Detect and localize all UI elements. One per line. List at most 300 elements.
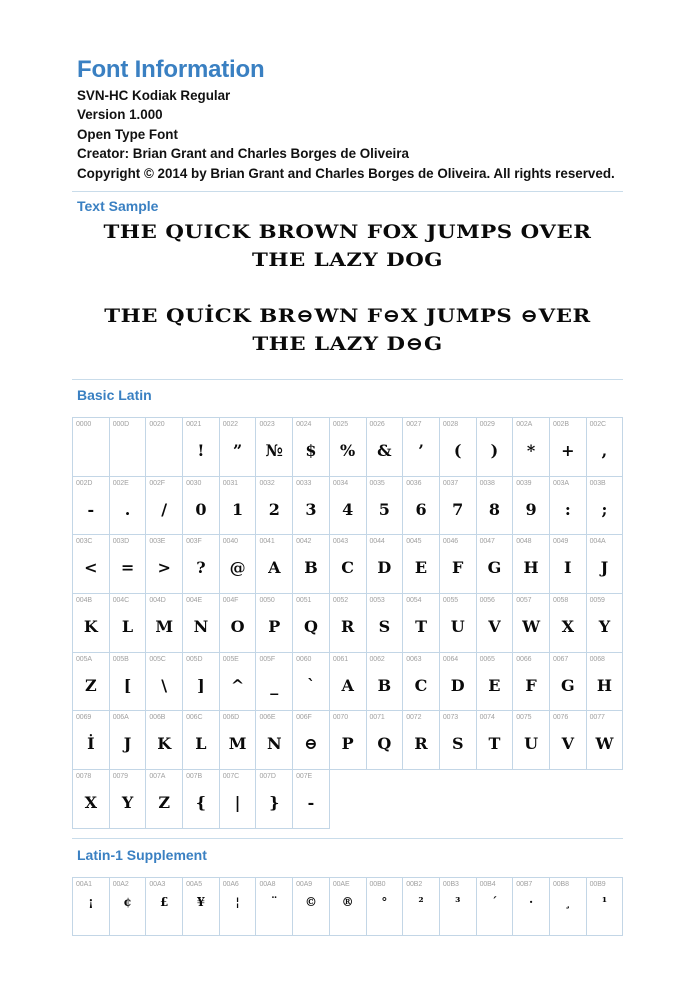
- glyph-cell: [587, 878, 624, 936]
- glyph-char: ⊖: [304, 734, 318, 754]
- glyph-char: R: [341, 617, 355, 637]
- glyph-codepoint: 0067: [552, 655, 569, 663]
- glyph-cell: [440, 653, 477, 712]
- glyph-codepoint: 0072: [406, 714, 422, 722]
- glyph-codepoint: 0049: [552, 538, 569, 546]
- glyph-char: .: [124, 499, 131, 519]
- glyph-codepoint: 0043: [332, 538, 348, 546]
- glyph-char: H: [596, 675, 613, 695]
- glyph-char: &: [377, 441, 392, 460]
- glyph-cell: [183, 711, 220, 770]
- glyph-char: |: [234, 793, 241, 813]
- section-title-basic-latin: Basic Latin: [77, 387, 152, 403]
- glyph-codepoint: 00A3: [149, 881, 166, 888]
- glyph-char: ¢: [123, 895, 132, 909]
- sample-line: THE QUİCK BR⊖WN F⊖X JUMPS ⊖VER: [104, 305, 591, 327]
- glyph-codepoint: 0041: [259, 538, 275, 546]
- glyph-char: $: [305, 441, 317, 460]
- glyph-char: L: [121, 617, 134, 637]
- glyph-char: ¸: [564, 895, 571, 909]
- glyph-codepoint: 0066: [516, 655, 532, 663]
- glyph-char: T: [488, 734, 501, 754]
- glyph-char: X: [561, 617, 574, 637]
- glyph-char: ”: [232, 441, 243, 460]
- glyph-codepoint: 0060: [296, 655, 312, 663]
- glyph-cell: [293, 418, 330, 477]
- glyph-char: V: [488, 617, 501, 637]
- glyph-codepoint: 005A: [76, 655, 92, 663]
- glyph-codepoint: 0052: [332, 597, 348, 605]
- glyph-char: C: [341, 558, 355, 578]
- glyph-char: +: [561, 441, 575, 460]
- glyph-char: ²: [418, 895, 424, 909]
- glyph-cell: [256, 594, 293, 653]
- glyph-codepoint: 00B8: [552, 881, 569, 888]
- glyph-cell: [477, 711, 514, 770]
- glyph-char: V: [561, 734, 574, 754]
- glyph-codepoint: 007E: [296, 773, 313, 781]
- glyph-row: [73, 477, 623, 536]
- glyph-char: ,: [601, 441, 608, 460]
- glyph-cell: [403, 653, 440, 712]
- glyph-char: `: [306, 675, 315, 695]
- glyph-codepoint: 003A: [552, 479, 569, 487]
- glyph-char: P: [341, 734, 354, 754]
- glyph-cell: [477, 878, 514, 936]
- glyph-row: [73, 418, 623, 477]
- glyph-codepoint: 0020: [149, 421, 165, 428]
- glyph-char: ¥: [196, 895, 206, 909]
- glyph-codepoint: 003B: [589, 479, 606, 487]
- glyph-char: >: [157, 558, 171, 578]
- glyph-cell: [256, 477, 293, 536]
- glyph-codepoint: 0047: [479, 538, 495, 546]
- glyph-cell: [550, 711, 587, 770]
- glyph-codepoint: 0068: [589, 655, 605, 663]
- glyph-row: [73, 770, 623, 829]
- glyph-codepoint: 0050: [259, 597, 275, 605]
- glyph-codepoint: 0061: [332, 655, 348, 663]
- glyph-cell: [183, 878, 220, 936]
- glyph-char: U: [450, 617, 465, 637]
- glyph-codepoint: 0055: [442, 597, 459, 605]
- glyph-char: Y: [598, 617, 611, 637]
- glyph-codepoint: 0040: [222, 538, 238, 546]
- glyph-cell: [367, 653, 404, 712]
- glyph-cell: [220, 770, 257, 829]
- glyph-cell: [73, 535, 110, 594]
- page-title: Font Information: [77, 56, 265, 83]
- glyph-codepoint: 007C: [222, 773, 240, 781]
- glyph-char: <: [84, 558, 98, 578]
- glyph-char: B: [304, 558, 318, 578]
- glyph-char: \: [161, 675, 168, 695]
- glyph-cell: [256, 878, 293, 936]
- glyph-cell: [513, 878, 550, 936]
- glyph-char: =: [120, 558, 135, 578]
- glyph-codepoint: 0048: [516, 538, 532, 546]
- glyph-codepoint: 0029: [479, 421, 495, 428]
- glyph-cell: [330, 878, 367, 936]
- glyph-codepoint: 004C: [112, 597, 130, 605]
- glyph-codepoint: 0044: [369, 538, 385, 546]
- glyph-codepoint: 006C: [186, 714, 203, 722]
- glyph-codepoint: 004E: [186, 597, 203, 605]
- glyph-codepoint: 0042: [296, 538, 312, 546]
- glyph-char: -: [307, 793, 315, 813]
- glyph-codepoint: 0026: [369, 421, 385, 428]
- glyph-codepoint: 002E: [112, 479, 129, 487]
- glyph-char: G: [560, 675, 575, 695]
- glyph-cell: [110, 878, 147, 936]
- glyph-codepoint: 006A: [112, 714, 129, 722]
- glyph-cell: [73, 878, 110, 936]
- glyph-codepoint: 0032: [259, 479, 275, 487]
- glyph-cell: [146, 418, 183, 477]
- divider: [72, 379, 623, 380]
- glyph-char: M: [228, 734, 247, 754]
- glyph-char: D: [450, 675, 465, 695]
- glyph-char: №: [265, 441, 283, 460]
- glyph-cell: [367, 477, 404, 536]
- glyph-codepoint: 0058: [552, 597, 569, 605]
- glyph-cell: [146, 594, 183, 653]
- glyph-char: %: [340, 441, 356, 460]
- glyph-char: J: [123, 734, 132, 754]
- glyph-cell: [440, 418, 477, 477]
- glyph-char: Z: [85, 675, 97, 695]
- glyph-char: M: [155, 617, 174, 637]
- glyph-cell: [367, 594, 404, 653]
- glyph-char: ©: [304, 895, 317, 909]
- glyph-char: I: [564, 558, 572, 578]
- glyph-char: R: [414, 734, 428, 754]
- glyph-cell: [73, 711, 110, 770]
- glyph-char: @: [229, 558, 246, 578]
- glyph-cell: [110, 653, 147, 712]
- glyph-cell: [256, 770, 293, 829]
- glyph-cell: [330, 535, 367, 594]
- glyph-cell: [477, 477, 514, 536]
- glyph-cell: [587, 711, 624, 770]
- glyph-cell: [220, 477, 257, 536]
- glyph-codepoint: 00B2: [406, 881, 423, 888]
- glyph-row: [73, 594, 623, 653]
- glyph-cell: [183, 477, 220, 536]
- glyph-cell: [110, 418, 147, 477]
- glyph-char: Y: [121, 793, 134, 813]
- glyph-char: *: [526, 441, 536, 460]
- font-type: Open Type Font: [77, 126, 178, 142]
- glyph-cell: [256, 653, 293, 712]
- glyph-codepoint: 005F: [259, 655, 275, 663]
- glyph-cell: [183, 653, 220, 712]
- glyph-cell: [146, 878, 183, 936]
- glyph-cell: [587, 477, 624, 536]
- glyph-char: X: [84, 793, 98, 813]
- glyph-codepoint: 0024: [296, 421, 312, 428]
- glyph-cell: [477, 535, 514, 594]
- glyph-char: Q: [304, 617, 318, 637]
- glyph-char: }: [269, 793, 280, 813]
- glyph-cell: [403, 878, 440, 936]
- glyph-cell: [220, 535, 257, 594]
- glyph-char: T: [415, 617, 427, 637]
- glyph-codepoint: 0036: [406, 479, 422, 487]
- glyph-codepoint: 00A8: [259, 881, 276, 888]
- glyph-char: S: [378, 617, 391, 637]
- glyph-char: O: [230, 617, 245, 637]
- glyph-codepoint: 0071: [369, 714, 385, 722]
- glyph-char: F: [452, 558, 464, 578]
- glyph-char: -: [87, 499, 95, 519]
- glyph-cell: [293, 711, 330, 770]
- glyph-codepoint: 0076: [552, 714, 569, 722]
- glyph-cell: [513, 418, 550, 477]
- glyph-cell: [513, 653, 550, 712]
- glyph-cell: [550, 653, 587, 712]
- glyph-cell: [256, 535, 293, 594]
- glyph-char: ®: [341, 895, 354, 909]
- glyph-codepoint: 0057: [516, 597, 532, 605]
- glyph-codepoint: 007B: [186, 773, 203, 781]
- glyph-cell: [550, 418, 587, 477]
- glyph-codepoint: 00AE: [332, 881, 350, 888]
- glyph-char: ’: [418, 441, 424, 460]
- glyph-cell: [146, 711, 183, 770]
- glyph-cell: [73, 594, 110, 653]
- glyph-codepoint: 0065: [479, 655, 495, 663]
- sample-line: THE LAZY D⊖G: [252, 333, 443, 355]
- glyph-cell: [293, 535, 330, 594]
- glyph-char: /: [161, 499, 168, 519]
- glyph-cell: [110, 535, 147, 594]
- glyph-codepoint: 0051: [296, 597, 312, 605]
- glyph-char: C: [414, 675, 428, 695]
- glyph-codepoint: 0073: [442, 714, 459, 722]
- glyph-codepoint: 0023: [259, 421, 275, 428]
- font-name: SVN-HC Kodiak Regular: [77, 88, 231, 103]
- glyph-codepoint: 003C: [76, 538, 93, 546]
- glyph-char: £: [160, 895, 169, 909]
- glyph-cell: [330, 477, 367, 536]
- glyph-codepoint: 000D: [112, 421, 130, 428]
- glyph-cell: [183, 770, 220, 829]
- section-title-latin1-supplement: Latin-1 Supplement: [77, 847, 207, 863]
- glyph-cell: [183, 418, 220, 477]
- glyph-cell: [146, 477, 183, 536]
- glyph-cell: [256, 418, 293, 477]
- glyph-char: P: [268, 617, 281, 637]
- glyph-cell: [440, 535, 477, 594]
- glyph-cell: [220, 653, 257, 712]
- glyph-cell: [256, 711, 293, 770]
- glyph-char: 5: [378, 499, 390, 519]
- glyph-char: ³: [455, 895, 461, 909]
- glyph-cell: [403, 594, 440, 653]
- glyph-char: 9: [525, 499, 537, 519]
- glyph-codepoint: 0022: [222, 421, 238, 428]
- glyph-char: ¹: [601, 895, 608, 909]
- glyph-codepoint: 0045: [406, 538, 422, 546]
- glyph-cell: [550, 878, 587, 936]
- glyph-codepoint: 0064: [442, 655, 459, 663]
- font-creator: Creator: Brian Grant and Charles Borges de Oliveira: [77, 146, 409, 162]
- glyph-cell: [587, 594, 624, 653]
- glyph-cell: [110, 711, 147, 770]
- glyph-codepoint: 0021: [186, 421, 202, 428]
- glyph-cell: [293, 477, 330, 536]
- glyph-row: [73, 711, 623, 770]
- glyph-cell: [330, 711, 367, 770]
- glyph-cell: [367, 878, 404, 936]
- glyph-cell: [440, 878, 477, 936]
- glyph-codepoint: 003D: [112, 538, 130, 546]
- glyph-char: D: [377, 558, 392, 578]
- glyph-codepoint: 002D: [76, 479, 93, 487]
- glyph-codepoint: 003F: [186, 538, 202, 546]
- glyph-char: °: [381, 895, 388, 909]
- glyph-char: U: [524, 734, 539, 754]
- glyph-char: ·: [529, 895, 534, 909]
- glyph-char: ;: [601, 499, 608, 519]
- glyph-cell: [146, 770, 183, 829]
- glyph-codepoint: 004D: [149, 597, 166, 605]
- glyph-codepoint: 005E: [222, 655, 239, 663]
- glyph-char: 4: [342, 499, 354, 519]
- glyph-codepoint: 00B0: [369, 881, 386, 888]
- glyph-cell: [513, 535, 550, 594]
- glyph-cell: [183, 535, 220, 594]
- glyph-codepoint: 006E: [259, 714, 276, 722]
- glyph-codepoint: 0070: [332, 714, 348, 722]
- glyph-char: N: [193, 617, 209, 637]
- glyph-cell: [110, 770, 147, 829]
- glyph-codepoint: 007D: [259, 773, 276, 781]
- font-version: Version 1.000: [77, 107, 163, 123]
- glyph-codepoint: 0031: [222, 479, 238, 487]
- font-info: [77, 86, 615, 183]
- glyph-cell: [403, 535, 440, 594]
- glyph-cell: [550, 594, 587, 653]
- glyph-char: H: [523, 558, 539, 578]
- glyph-cell: [477, 418, 514, 477]
- glyph-char: B: [377, 675, 392, 695]
- glyph-cell: [587, 653, 624, 712]
- glyph-char: N: [266, 734, 282, 754]
- glyph-char: ¨: [271, 895, 278, 909]
- glyph-char: K: [157, 734, 172, 754]
- glyph-char: {: [195, 793, 207, 813]
- glyph-codepoint: 0069: [76, 714, 92, 722]
- glyph-cell: [477, 653, 514, 712]
- glyph-codepoint: 005C: [149, 655, 166, 663]
- section-title-text-sample: Text Sample: [77, 198, 159, 214]
- glyph-codepoint: 0074: [479, 714, 495, 722]
- glyph-char: ): [490, 441, 499, 460]
- glyph-char: 2: [268, 499, 280, 519]
- glyph-cell: [73, 477, 110, 536]
- glyph-codepoint: 00A2: [112, 881, 129, 888]
- glyph-char: ¡: [88, 895, 94, 909]
- glyph-char: [: [123, 675, 132, 695]
- glyph-cell: [587, 418, 624, 477]
- text-sample-1: [39, 218, 656, 274]
- glyph-codepoint: 0063: [406, 655, 422, 663]
- glyph-cell: [146, 535, 183, 594]
- divider: [72, 191, 623, 192]
- glyph-char: 7: [452, 499, 464, 519]
- glyph-codepoint: 0000: [76, 421, 92, 428]
- glyph-codepoint: 0077: [589, 714, 605, 722]
- glyph-codepoint: 00B3: [442, 881, 459, 888]
- glyph-codepoint: 00B9: [589, 881, 606, 888]
- glyph-char: S: [451, 734, 464, 754]
- sample-line: THE LAZY DOG: [251, 249, 444, 271]
- glyph-codepoint: 006D: [222, 714, 240, 722]
- glyph-row: [73, 535, 623, 594]
- glyph-cell: [367, 711, 404, 770]
- glyph-char: Z: [158, 793, 171, 813]
- glyph-codepoint: 00A1: [76, 881, 92, 888]
- glyph-cell: [330, 594, 367, 653]
- glyph-row: [73, 653, 623, 712]
- glyph-codepoint: 007A: [149, 773, 166, 781]
- glyph-codepoint: 0025: [332, 421, 348, 428]
- glyph-cell: [183, 594, 220, 653]
- glyph-char: 3: [305, 499, 317, 519]
- glyph-codepoint: 0030: [186, 479, 202, 487]
- glyph-char: F: [525, 675, 537, 695]
- glyph-cell: [293, 878, 330, 936]
- glyph-codepoint: 006B: [149, 714, 166, 722]
- glyph-codepoint: 0038: [479, 479, 495, 487]
- glyph-codepoint: 003E: [149, 538, 166, 546]
- glyph-codepoint: 0037: [442, 479, 459, 487]
- sample-line: THE QUICK BROWN FOX JUMPS OVER: [103, 221, 592, 243]
- glyph-codepoint: 0078: [76, 773, 92, 781]
- glyph-char: 0: [195, 499, 207, 519]
- glyph-codepoint: 0079: [112, 773, 128, 781]
- glyph-codepoint: 002B: [552, 421, 569, 428]
- font-copyright: Copyright © 2014 by Brian Grant and Charles Borges de Oliveira. All rights reserved.: [77, 165, 615, 181]
- glyph-cell: [73, 770, 110, 829]
- glyph-char: ^: [230, 675, 245, 695]
- glyph-codepoint: 005B: [112, 655, 129, 663]
- glyph-codepoint: 00A9: [296, 881, 313, 888]
- glyph-char: :: [564, 499, 571, 519]
- glyph-char: A: [268, 558, 281, 578]
- glyph-codepoint: 0035: [369, 479, 385, 487]
- glyph-grid-latin1-supplement: [72, 877, 623, 936]
- glyph-cell: [440, 594, 477, 653]
- glyph-cell: [293, 770, 330, 829]
- glyph-codepoint: 0054: [406, 597, 422, 605]
- glyph-char: 8: [488, 499, 500, 519]
- glyph-char: ?: [196, 558, 206, 578]
- glyph-grid-basic-latin: [72, 417, 623, 829]
- glyph-cell: [513, 711, 550, 770]
- glyph-cell: [367, 535, 404, 594]
- glyph-codepoint: 0028: [442, 421, 459, 428]
- glyph-char: K: [83, 617, 98, 637]
- glyph-cell: [293, 653, 330, 712]
- glyph-codepoint: 006F: [296, 714, 312, 722]
- glyph-cell: [440, 711, 477, 770]
- glyph-char: ´: [491, 895, 498, 909]
- glyph-codepoint: 004B: [76, 597, 92, 605]
- glyph-codepoint: 0075: [516, 714, 532, 722]
